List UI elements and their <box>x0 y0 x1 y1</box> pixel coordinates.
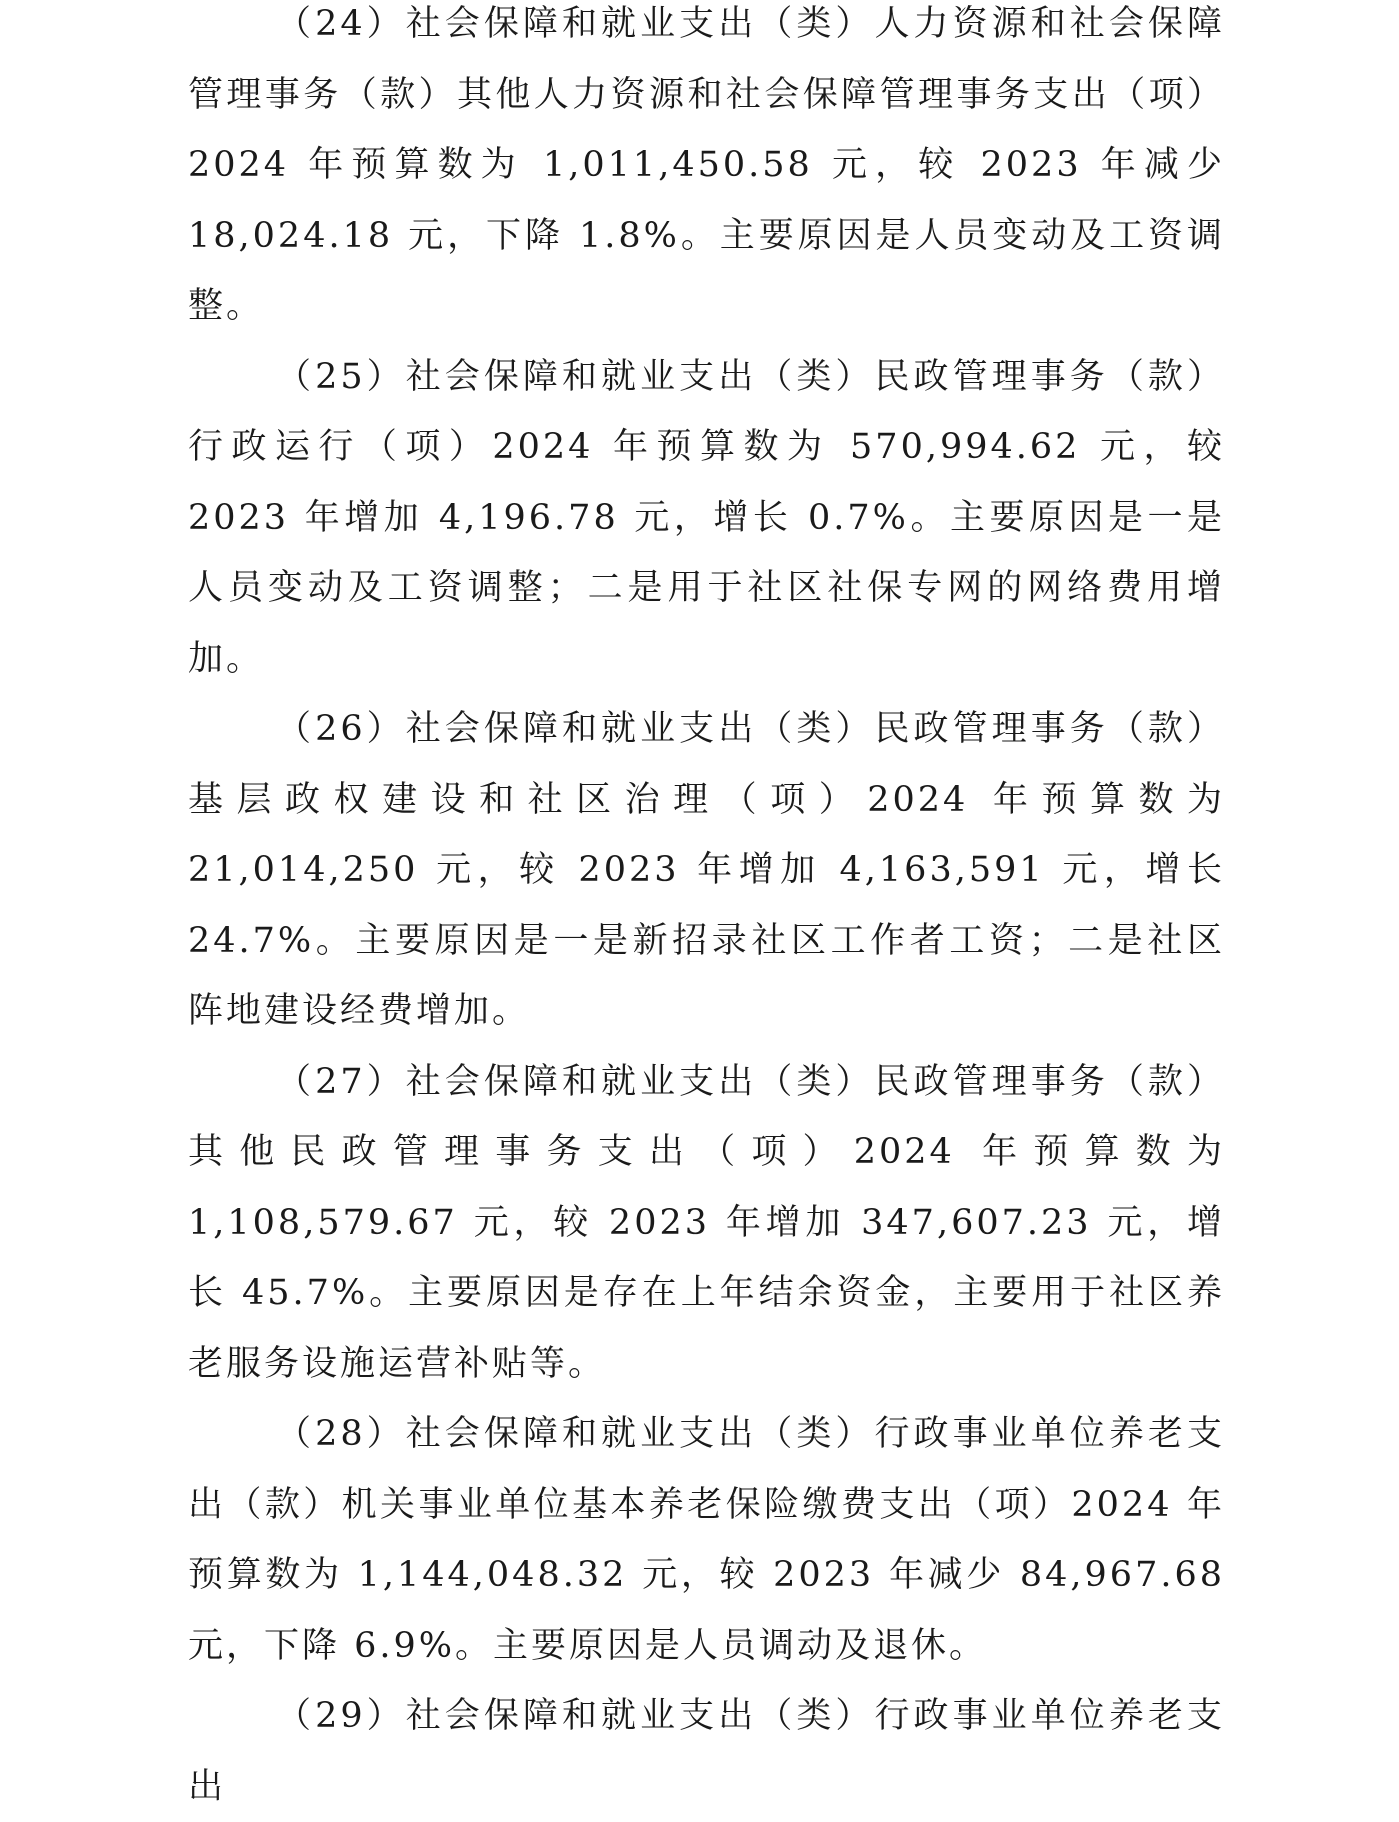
paragraph-29: （29）社会保障和就业支出（类）行政事业单位养老支出 <box>188 1696 1225 1807</box>
paragraph-25: （25）社会保障和就业支出（类）民政管理事务（款）行政运行（项）2024 年预算数为 570,994.62 元，较 2023 年增加 4,196.78 元，增长 0.7%。主要原因是一是人员变动及工资调整；二是用于社区社保专网的网络费用增加。 <box>188 356 1225 679</box>
paragraph-28: （28）社会保障和就业支出（类）行政事业单位养老支出（款）机关事业单位基本养老保险缴费支出（项）2024 年预算数为 1,144,048.32 元，较 2023 年减少 84,967.68 元，下降 6.9%。主要原因是人员调动及退休。 <box>188 1414 1225 1666</box>
paragraph-27: （27）社会保障和就业支出（类）民政管理事务（款）其他民政管理事务支出（项）2024 年预算数为 1,108,579.67 元，较 2023 年增加 347,607.23 元，增长 45.7%。主要原因是存在上年结余资金，主要用于社区养老服务设施运营补贴等。 <box>188 1061 1225 1384</box>
document-page <box>188 0 1225 1822</box>
paragraph-24: （24）社会保障和就业支出（类）人力资源和社会保障管理事务（款）其他人力资源和社会保障管理事务支出（项）2024 年预算数为 1,011,450.58 元，较 2023 年减少 18,024.18 元，下降 1.8%。主要原因是人员变动及工资调整。 <box>188 4 1225 326</box>
paragraph-26: （26）社会保障和就业支出（类）民政管理事务（款）基层政权建设和社区治理（项）2024 年预算数为 21,014,250 元，较 2023 年增加 4,163,591 元，增长 24.7%。主要原因是一是新招录社区工作者工资；二是社区阵地建设经费增加。 <box>188 709 1225 1031</box>
